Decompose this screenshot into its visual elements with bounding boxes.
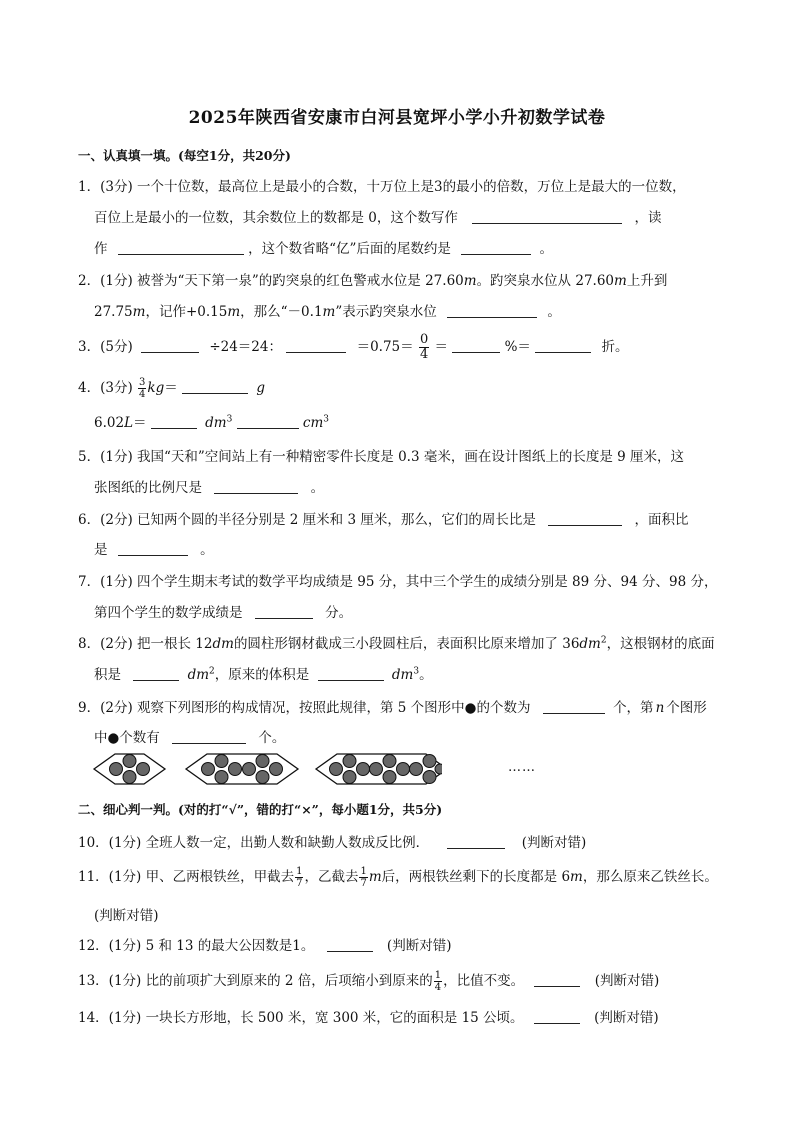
continuation-ellipsis: …… bbox=[508, 760, 536, 775]
filled-circle bbox=[397, 763, 410, 776]
filled-circle bbox=[256, 771, 269, 784]
answer-blank[interactable] bbox=[327, 937, 373, 952]
filled-circle bbox=[123, 771, 136, 784]
answer-blank[interactable] bbox=[255, 604, 313, 619]
question-14-line: 14．(1分) 一块长方形地，长 500 米，宽 300 米，它的面积是 15 公顷。 (判断对错) bbox=[78, 1010, 659, 1026]
question-9-line-2: 中●个数有 个。 bbox=[94, 730, 286, 746]
filled-circle bbox=[410, 763, 423, 776]
filled-circle bbox=[215, 771, 228, 784]
question-2-line-2: 27.75m，记作+0.15m，那么“－0.1m”表示趵突泉水位 。 bbox=[94, 304, 561, 320]
filled-circle bbox=[270, 763, 283, 776]
question-1-line-2: 百位上是最小的一位数，其余数位上的数都是 0，这个数写作 ，读 bbox=[94, 210, 662, 226]
filled-circle bbox=[383, 771, 396, 784]
filled-circle bbox=[123, 755, 136, 768]
answer-blank[interactable] bbox=[133, 666, 179, 681]
question-12-line: 12．(1分) 5 和 13 的最大公因数是1。 (判断对错) bbox=[78, 938, 452, 954]
question-6-line-1: 6．(2分) 已知两个圆的半径分别是 2 厘米和 3 厘米，那么，它们的周长比是 ，面积比 bbox=[78, 512, 689, 528]
question-7-line-1: 7．(1分) 四个学生期末考试的数学平均成绩是 95 分，其中三个学生的成绩分别是 89 分、94 分、98 分， bbox=[78, 574, 718, 590]
fraction: $\frac{0}{4}$ bbox=[419, 332, 429, 362]
question-1-line-1: 1．(3分) 一个十位数，最高位上是最小的合数，十万位上是3的最小的倍数，万位上是最大的一位数， bbox=[78, 179, 686, 195]
answer-blank[interactable] bbox=[182, 379, 248, 394]
figure-2-circles bbox=[202, 755, 283, 784]
filled-circle bbox=[370, 763, 383, 776]
question-8-line-1: 8．(2分) 把一根长 12dm的圆柱形钢材截成三小段圆柱后，表面积比原来增加了 $36dm^2$，这根钢材的底面 bbox=[78, 635, 715, 652]
answer-blank[interactable] bbox=[286, 338, 346, 353]
answer-blank[interactable] bbox=[214, 479, 298, 494]
section-heading-true-false: 二、细心判一判。(对的打“√”，错的打“×”，每小题1分，共5分) bbox=[78, 802, 443, 817]
filled-circle bbox=[229, 763, 242, 776]
question-9-line-1: 9．(2分) 观察下列图形的构成情况，按照此规律，第 5 个图形中●的个数为 个，第 n 个图形 bbox=[78, 700, 707, 716]
filled-circle bbox=[330, 763, 343, 776]
question-3-line: 3．(5分) ÷24＝24： ＝0.75＝ $\frac{0}{4}$ ＝ %＝ 折。 bbox=[78, 332, 629, 362]
answer-blank[interactable] bbox=[118, 541, 188, 556]
question-1-line-3: 作 ，这个数省略“亿”后面的尾数约是 。 bbox=[94, 241, 553, 257]
filled-circle bbox=[423, 771, 436, 784]
figure-3-circles bbox=[330, 755, 443, 784]
question-8-line-2: 积是 $dm^2$，原来的体积是 $dm^3$。 bbox=[94, 666, 433, 683]
filled-circle bbox=[137, 763, 150, 776]
rhombus-circle-pattern-figure bbox=[92, 750, 442, 790]
filled-circle bbox=[435, 764, 442, 774]
question-13-line: 13．(1分) 比的前项扩大到原来的 2 倍，后项缩小到原来的 $\frac{1}{4}$ ，比值不变。 (判断对错) bbox=[78, 970, 660, 993]
answer-blank[interactable] bbox=[151, 414, 197, 429]
filled-circle bbox=[357, 763, 370, 776]
question-4-line-2: $6.02L= dm^3$ $cm^3$ bbox=[94, 414, 330, 431]
question-6-line-2: 是 。 bbox=[94, 542, 214, 558]
question-11-line-2: (判断对错) bbox=[94, 908, 159, 924]
filled-circle bbox=[383, 755, 396, 768]
fraction: $\frac{1}{7}$ bbox=[360, 866, 367, 889]
answer-blank[interactable] bbox=[447, 834, 505, 849]
question-4-line-1: 4．(3分) $\frac{3}{4}$ kg＝ g bbox=[78, 377, 265, 400]
page-title: 2025年陕西省安康市白河县宽坪小学小升初数学试卷 bbox=[188, 108, 606, 128]
filled-circle bbox=[423, 755, 436, 768]
filled-circle bbox=[343, 771, 356, 784]
answer-blank[interactable] bbox=[534, 972, 580, 987]
answer-blank[interactable] bbox=[172, 729, 246, 744]
answer-blank[interactable] bbox=[548, 511, 622, 526]
filled-circle bbox=[343, 755, 356, 768]
answer-blank[interactable] bbox=[452, 338, 500, 353]
question-11-line-1: 11．(1分) 甲、乙两根铁丝，甲截去 $\frac{1}{7}$ ，乙截去 $\frac{1}{7}$ m后，两根铁丝剩下的长度都是 6m，那么原来乙铁丝长。 bbox=[78, 866, 718, 889]
question-5-line-1: 5．(1分) 我国“天和”空间站上有一种精密零件长度是 0.3 毫米，画在设计图纸上的长度是 9 厘米，这 bbox=[78, 449, 685, 465]
answer-blank[interactable] bbox=[447, 303, 537, 318]
section-heading-fill-in: 一、认真填一填。(每空1分，共20分) bbox=[78, 148, 291, 163]
filled-circle bbox=[215, 755, 228, 768]
filled-circle bbox=[243, 763, 256, 776]
fraction: $\frac{3}{4}$ bbox=[139, 377, 146, 400]
fraction: $\frac{1}{4}$ bbox=[434, 970, 442, 993]
question-7-line-2: 第四个学生的数学成绩是 分。 bbox=[94, 605, 353, 621]
answer-blank[interactable] bbox=[118, 240, 244, 255]
answer-blank[interactable] bbox=[461, 240, 531, 255]
filled-circle bbox=[256, 755, 269, 768]
answer-blank[interactable] bbox=[318, 666, 384, 681]
question-5-line-2: 张图纸的比例尺是 。 bbox=[94, 480, 325, 496]
answer-blank[interactable] bbox=[543, 699, 605, 714]
fraction: $\frac{1}{7}$ bbox=[296, 866, 303, 889]
answer-blank[interactable] bbox=[534, 1009, 580, 1024]
question-10-line: 10．(1分) 全班人数一定，出勤人数和缺勤人数成反比例． (判断对错) bbox=[78, 835, 587, 851]
answer-blank[interactable] bbox=[472, 209, 622, 224]
answer-blank[interactable] bbox=[141, 338, 199, 353]
question-2-line-1: 2．(1分) 被誉为“天下第一泉”的趵突泉的红色警戒水位是 27.60m。趵突泉水位从 27.60m上升到 bbox=[78, 273, 668, 289]
figure-1-circles bbox=[110, 755, 150, 784]
filled-circle bbox=[110, 763, 123, 776]
answer-blank[interactable] bbox=[535, 338, 591, 353]
filled-circle bbox=[202, 763, 215, 776]
answer-blank[interactable] bbox=[237, 414, 299, 429]
